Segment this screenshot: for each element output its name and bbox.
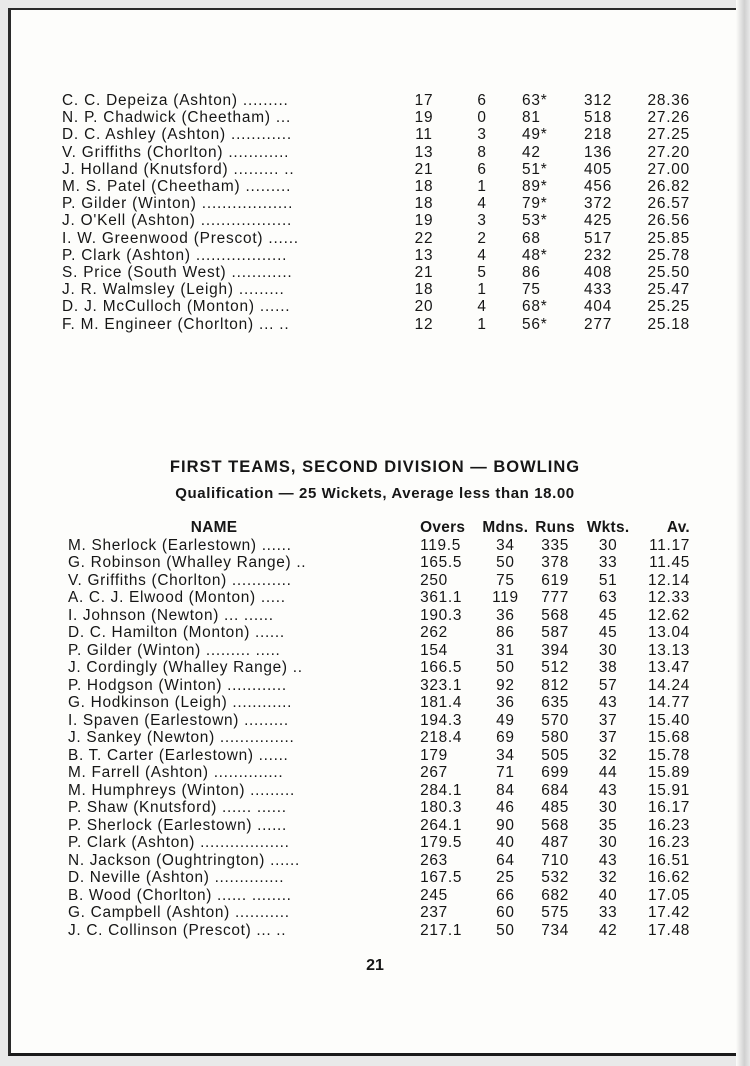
runs-cell: 684 (541, 781, 569, 799)
highest-score-cell: 68* (522, 298, 548, 316)
runs-cell: 619 (541, 571, 569, 589)
bowler-name: N. Jackson (Oughtrington) ...... (68, 851, 300, 869)
average-cell: 11.17 (649, 536, 690, 554)
bowling-row (68, 747, 690, 765)
average-cell: 16.62 (647, 869, 690, 886)
bowling-row (68, 817, 690, 835)
not-outs-cell: 3 (477, 212, 487, 230)
runs-cell: 485 (541, 799, 569, 816)
maidens-cell: 119 (492, 589, 519, 606)
batting-row (62, 195, 690, 212)
overs-cell: 181.4 (420, 694, 463, 711)
average-cell: 27.26 (647, 109, 690, 127)
average-cell: 13.47 (647, 659, 690, 676)
highest-score-cell: 42 (522, 143, 541, 161)
maidens-cell: 66 (496, 886, 515, 904)
innings-cell: 21 (414, 160, 434, 178)
overs-cell: 262 (420, 624, 448, 641)
runs-cell: 232 (584, 246, 613, 264)
maidens-cell: 64 (496, 851, 515, 869)
batting-row (62, 212, 690, 229)
not-outs-cell: 1 (477, 315, 487, 333)
runs-cell: 335 (541, 536, 569, 554)
highest-score-cell: 48* (522, 246, 548, 264)
player-name: P. Gilder (Winton) .................. (62, 195, 294, 213)
wickets-cell: 57 (598, 676, 618, 694)
highest-score-cell: 86 (522, 264, 541, 282)
average-cell: 15.89 (647, 764, 690, 781)
runs-cell: 394 (541, 641, 569, 659)
overs-cell: 166.5 (420, 659, 463, 676)
runs-cell: 372 (584, 195, 613, 213)
runs-cell: 532 (541, 869, 569, 886)
wickets-cell: 30 (598, 641, 618, 659)
not-outs-cell: 4 (477, 246, 487, 264)
bowling-row (68, 852, 690, 870)
overs-cell: 250 (420, 571, 448, 589)
bowling-row (68, 799, 690, 817)
bowling-row (68, 922, 690, 940)
runs-cell: 812 (541, 676, 569, 694)
maidens-cell: 75 (496, 571, 515, 589)
bowler-name: B. T. Carter (Earlestown) ...... (68, 746, 289, 764)
innings-cell: 18 (414, 281, 434, 299)
wickets-cell: 30 (598, 799, 618, 816)
header-runs: Runs (535, 519, 575, 536)
batting-row (62, 247, 690, 264)
header-name: NAME (190, 519, 238, 536)
bowler-name: P. Gilder (Winton) ......... ..... (68, 641, 281, 659)
player-name: D. C. Ashley (Ashton) ............ (62, 126, 292, 144)
runs-cell: 433 (584, 281, 613, 299)
bowling-row (68, 677, 690, 695)
maidens-cell: 60 (496, 904, 515, 921)
overs-cell: 165.5 (420, 554, 463, 571)
runs-cell: 312 (584, 92, 613, 109)
wickets-cell: 33 (598, 904, 618, 921)
overs-cell: 167.5 (420, 869, 463, 886)
overs-cell: 218.4 (420, 729, 463, 746)
wickets-cell: 38 (598, 659, 618, 676)
bowler-name: P. Shaw (Knutsford) ...... ...... (68, 799, 287, 816)
runs-cell: 277 (584, 315, 613, 333)
player-name: C. C. Depeiza (Ashton) ......... (62, 92, 289, 109)
maidens-cell: 46 (496, 799, 515, 816)
highest-score-cell: 79* (522, 195, 548, 213)
bowler-name: J. Sankey (Newton) ............... (68, 729, 295, 746)
player-name: P. Clark (Ashton) .................. (62, 246, 288, 264)
overs-cell: 190.3 (420, 606, 463, 624)
maidens-cell: 69 (496, 729, 515, 746)
runs-cell: 710 (541, 851, 569, 869)
average-cell: 13.13 (647, 641, 690, 659)
runs-cell: 699 (541, 764, 569, 781)
bowling-row (68, 572, 690, 590)
wickets-cell: 44 (598, 764, 618, 781)
bowling-row (68, 869, 690, 887)
wickets-cell: 30 (598, 536, 618, 554)
runs-cell: 378 (541, 554, 569, 571)
innings-cell: 19 (414, 109, 434, 127)
average-cell: 13.04 (647, 624, 690, 641)
player-name: J. Holland (Knutsford) ......... .. (62, 160, 295, 178)
player-name: J. R. Walmsley (Leigh) ......... (62, 281, 285, 299)
wickets-cell: 37 (598, 711, 618, 729)
average-cell: 17.05 (647, 886, 690, 904)
average-cell: 27.25 (647, 126, 690, 144)
bowling-row (68, 904, 690, 922)
bowler-name: J. C. Collinson (Prescot) ... .. (68, 921, 287, 939)
runs-cell: 570 (541, 711, 569, 729)
overs-cell: 284.1 (420, 781, 463, 799)
average-cell: 25.78 (647, 246, 690, 264)
overs-cell: 179.5 (420, 834, 463, 851)
average-cell: 17.42 (647, 904, 690, 921)
highest-score-cell: 51* (522, 160, 548, 178)
runs-cell: 517 (584, 229, 613, 247)
runs-cell: 218 (584, 126, 613, 144)
maidens-cell: 71 (496, 764, 515, 781)
runs-cell: 568 (541, 816, 569, 834)
batting-row (62, 298, 690, 315)
average-cell: 26.82 (647, 178, 690, 196)
average-cell: 15.91 (647, 781, 690, 799)
runs-cell: 518 (584, 109, 613, 127)
runs-cell: 404 (584, 298, 613, 316)
not-outs-cell: 4 (477, 195, 487, 213)
overs-cell: 119.5 (420, 536, 461, 554)
highest-score-cell: 49* (522, 126, 548, 144)
average-cell: 11.45 (649, 554, 690, 571)
section-title: FIRST TEAMS, SECOND DIVISION — BOWLING (169, 458, 581, 476)
average-cell: 16.51 (647, 851, 690, 869)
average-cell: 28.36 (647, 92, 690, 109)
average-cell: 17.48 (647, 921, 690, 939)
average-cell: 12.14 (647, 571, 690, 589)
highest-score-cell: 81 (522, 109, 541, 127)
overs-cell: 154 (420, 641, 448, 659)
average-cell: 12.62 (647, 606, 690, 624)
wickets-cell: 43 (598, 694, 618, 711)
average-cell: 16.23 (647, 834, 690, 851)
bowling-row (68, 642, 690, 660)
highest-score-cell: 63* (522, 92, 548, 109)
bowling-row (68, 589, 690, 607)
overs-cell: 323.1 (420, 676, 463, 694)
maidens-cell: 36 (496, 606, 515, 624)
runs-cell: 505 (541, 746, 569, 764)
wickets-cell: 42 (598, 921, 618, 939)
runs-cell: 777 (541, 589, 569, 606)
overs-cell: 217.1 (420, 921, 463, 939)
batting-row (62, 316, 690, 333)
bowling-row (68, 607, 690, 625)
wickets-cell: 45 (598, 624, 618, 641)
runs-cell: 512 (541, 659, 569, 676)
wickets-cell: 51 (598, 571, 618, 589)
average-cell: 14.24 (647, 676, 690, 694)
bowler-name: G. Robinson (Whalley Range) .. (68, 554, 307, 571)
average-cell: 27.00 (647, 160, 690, 178)
innings-cell: 11 (415, 126, 433, 144)
innings-cell: 17 (414, 92, 434, 109)
maidens-cell: 50 (496, 554, 515, 571)
maidens-cell: 49 (496, 711, 515, 729)
maidens-cell: 92 (496, 676, 515, 694)
header-overs: Overs (420, 519, 466, 536)
runs-cell: 408 (584, 264, 613, 282)
innings-cell: 18 (414, 178, 434, 196)
average-cell: 27.20 (647, 143, 690, 161)
not-outs-cell: 5 (477, 264, 487, 282)
not-outs-cell: 6 (477, 160, 487, 178)
qualification-line: Qualification — 25 Wickets, Average less than 18.00 (175, 485, 575, 502)
wickets-cell: 45 (598, 606, 618, 624)
runs-cell: 575 (541, 904, 569, 921)
player-name: J. O'Kell (Ashton) .................. (62, 212, 293, 230)
average-cell: 25.85 (647, 229, 690, 247)
not-outs-cell: 0 (477, 109, 487, 127)
batting-row (62, 126, 690, 143)
wickets-cell: 40 (598, 886, 618, 904)
average-cell: 14.77 (647, 694, 690, 711)
runs-cell: 568 (541, 606, 569, 624)
average-cell: 12.33 (647, 589, 690, 606)
bowling-row (68, 782, 690, 800)
average-cell: 15.68 (647, 729, 690, 746)
wickets-cell: 37 (598, 729, 618, 746)
bowler-name: G. Campbell (Ashton) ........... (68, 904, 290, 921)
bowling-row (68, 694, 690, 712)
not-outs-cell: 2 (477, 229, 487, 247)
bowling-row (68, 659, 690, 677)
bowling-row (68, 537, 690, 555)
average-cell: 25.50 (647, 264, 690, 282)
runs-cell: 405 (584, 160, 613, 178)
batting-row (62, 109, 690, 126)
page-edge-shadow (736, 0, 750, 1066)
runs-cell: 425 (584, 212, 613, 230)
player-name: N. P. Chadwick (Cheetham) ... (62, 109, 292, 127)
bowling-row (68, 712, 690, 730)
bowler-name: P. Sherlock (Earlestown) ...... (68, 816, 288, 834)
bowling-header-row (68, 519, 690, 537)
batting-row (62, 92, 690, 109)
runs-cell: 136 (584, 143, 613, 161)
maidens-cell: 34 (496, 536, 515, 554)
overs-cell: 263 (420, 851, 448, 869)
bowling-row (68, 729, 690, 747)
average-cell: 16.17 (647, 799, 690, 816)
wickets-cell: 43 (598, 781, 618, 799)
maidens-cell: 86 (496, 624, 515, 641)
bowler-name: A. C. J. Elwood (Monton) ..... (68, 589, 286, 606)
innings-cell: 22 (414, 229, 434, 247)
bowling-row (68, 834, 690, 852)
runs-cell: 456 (584, 178, 613, 196)
maidens-cell: 50 (496, 659, 515, 676)
innings-cell: 21 (414, 264, 434, 282)
batting-row (62, 264, 690, 281)
page-number: 21 (366, 957, 384, 974)
maidens-cell: 36 (496, 694, 515, 711)
bowler-name: M. Sherlock (Earlestown) ...... (68, 536, 292, 554)
header-average: Av. (666, 519, 690, 536)
overs-cell: 180.3 (420, 799, 463, 816)
average-cell: 15.40 (647, 711, 690, 729)
bowler-name: B. Wood (Chorlton) ...... ........ (68, 886, 292, 904)
bowling-row (68, 887, 690, 905)
bowler-name: V. Griffiths (Chorlton) ............ (68, 571, 292, 589)
batting-row (62, 161, 690, 178)
bowling-averages-table (68, 519, 690, 939)
highest-score-cell: 68 (522, 229, 541, 247)
bowling-row (68, 554, 690, 572)
batting-row (62, 178, 690, 195)
bowling-row (68, 764, 690, 782)
innings-cell: 12 (414, 315, 434, 333)
highest-score-cell: 56* (522, 315, 548, 333)
runs-cell: 580 (541, 729, 569, 746)
average-cell: 25.18 (647, 315, 690, 333)
innings-cell: 13 (414, 246, 434, 264)
wickets-cell: 32 (598, 746, 618, 764)
player-name: M. S. Patel (Cheetham) ......... (62, 178, 292, 196)
batting-row (62, 230, 690, 247)
batting-row (62, 281, 690, 298)
wickets-cell: 33 (598, 554, 618, 571)
batting-row (62, 144, 690, 161)
average-cell: 25.25 (647, 298, 690, 316)
header-wickets: Wkts. (586, 519, 630, 536)
innings-cell: 20 (414, 298, 434, 316)
runs-cell: 682 (541, 886, 569, 904)
player-name: F. M. Engineer (Chorlton) ... .. (62, 315, 290, 333)
runs-cell: 734 (541, 921, 569, 939)
innings-cell: 13 (414, 143, 434, 161)
innings-cell: 19 (414, 212, 434, 230)
overs-cell: 245 (420, 886, 448, 904)
runs-cell: 587 (541, 624, 569, 641)
not-outs-cell: 6 (477, 92, 487, 109)
overs-cell: 179 (420, 746, 448, 764)
overs-cell: 237 (420, 904, 448, 921)
bowler-name: P. Hodgson (Winton) ............ (68, 676, 287, 694)
player-name: I. W. Greenwood (Prescot) ...... (62, 229, 299, 247)
not-outs-cell: 8 (477, 143, 487, 161)
average-cell: 16.23 (647, 816, 690, 834)
maidens-cell: 25 (496, 869, 515, 886)
overs-cell: 194.3 (420, 711, 463, 729)
average-cell: 26.57 (647, 195, 690, 213)
wickets-cell: 30 (598, 834, 618, 851)
maidens-cell: 84 (496, 781, 515, 799)
player-name: S. Price (South West) ............ (62, 264, 293, 282)
wickets-cell: 43 (598, 851, 618, 869)
innings-cell: 18 (414, 195, 434, 213)
not-outs-cell: 4 (477, 298, 487, 316)
maidens-cell: 34 (496, 746, 515, 764)
overs-cell: 267 (420, 764, 448, 781)
wickets-cell: 63 (598, 589, 618, 606)
bowler-name: P. Clark (Ashton) .................. (68, 834, 290, 851)
player-name: D. J. McCulloch (Monton) ...... (62, 298, 291, 316)
runs-cell: 635 (541, 694, 569, 711)
wickets-cell: 32 (598, 869, 618, 886)
maidens-cell: 40 (496, 834, 515, 851)
bowler-name: D. Neville (Ashton) .............. (68, 869, 285, 886)
bowler-name: I. Johnson (Newton) ... ...... (68, 606, 274, 624)
average-cell: 26.56 (647, 212, 690, 230)
average-cell: 25.47 (647, 281, 690, 299)
overs-cell: 361.1 (420, 589, 463, 606)
not-outs-cell: 1 (477, 178, 487, 196)
batting-averages-table (62, 92, 690, 333)
bowler-name: D. C. Hamilton (Monton) ...... (68, 624, 285, 641)
bowler-name: G. Hodkinson (Leigh) ............ (68, 694, 293, 711)
player-name: V. Griffiths (Chorlton) ............ (62, 143, 290, 161)
bowler-name: M. Farrell (Ashton) .............. (68, 764, 284, 781)
bowler-name: M. Humphreys (Winton) ......... (68, 781, 295, 799)
bowling-row (68, 624, 690, 642)
bowler-name: I. Spaven (Earlestown) ......... (68, 711, 289, 729)
maidens-cell: 50 (496, 921, 515, 939)
not-outs-cell: 1 (477, 281, 487, 299)
header-maidens: Mdns. (482, 519, 529, 536)
highest-score-cell: 53* (522, 212, 548, 230)
average-cell: 15.78 (647, 746, 690, 764)
wickets-cell: 35 (598, 816, 618, 834)
maidens-cell: 31 (496, 641, 515, 659)
highest-score-cell: 89* (522, 178, 548, 196)
highest-score-cell: 75 (522, 281, 541, 299)
runs-cell: 487 (541, 834, 569, 851)
overs-cell: 264.1 (420, 816, 463, 834)
maidens-cell: 90 (496, 816, 515, 834)
not-outs-cell: 3 (477, 126, 487, 144)
bowler-name: J. Cordingly (Whalley Range) .. (68, 659, 303, 676)
